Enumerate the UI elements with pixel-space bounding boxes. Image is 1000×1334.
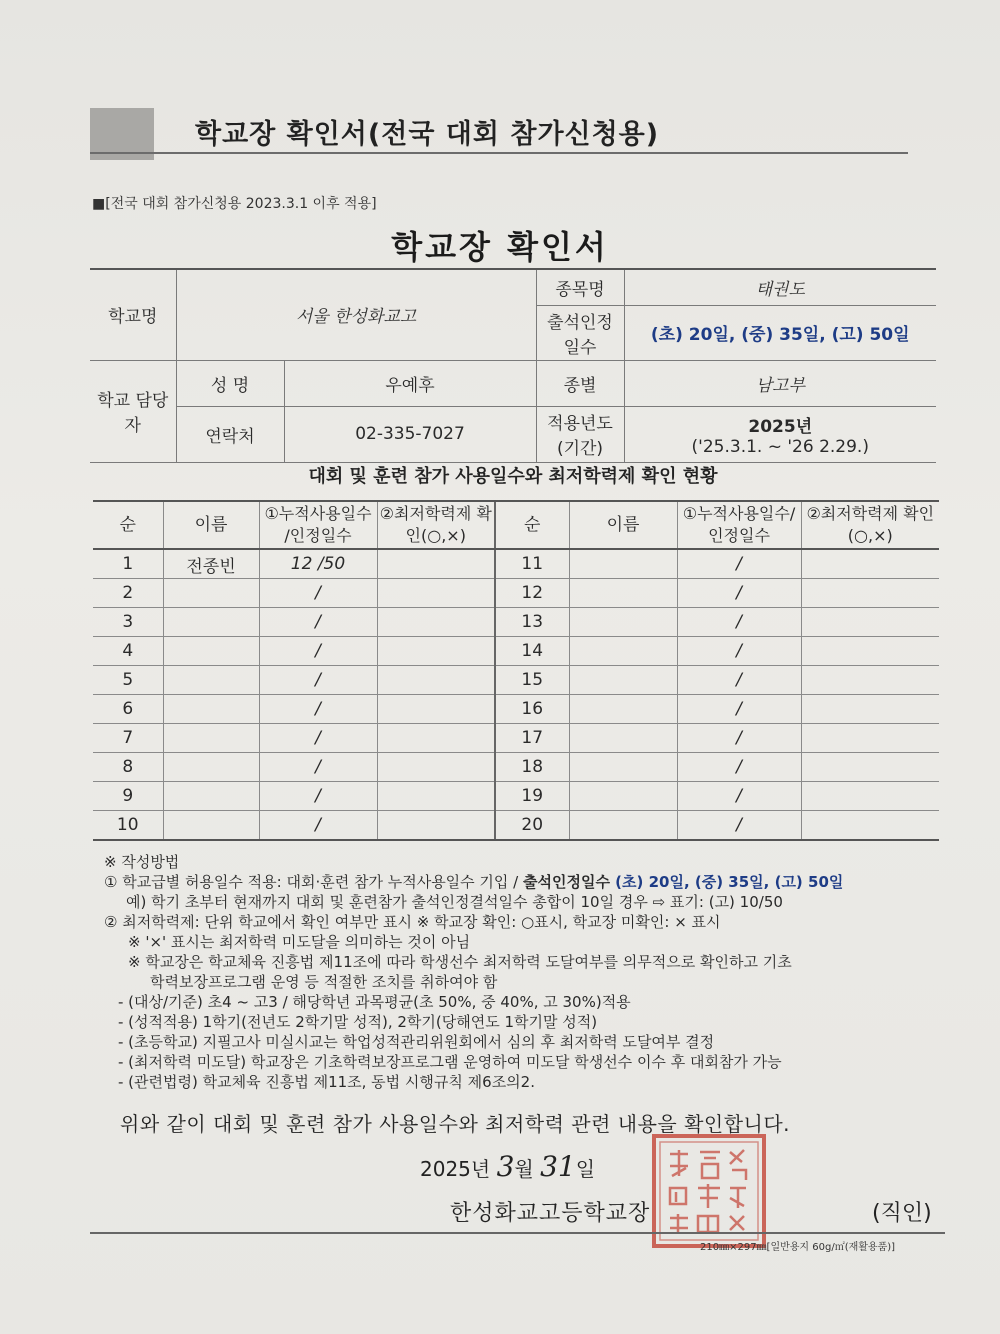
col-days: ①누적사용일수 /인정일수 bbox=[259, 501, 377, 549]
row-name bbox=[163, 782, 259, 811]
row-no-2: 11 bbox=[495, 549, 569, 579]
row-name: 전종빈 bbox=[163, 549, 259, 579]
col-no-2: 순 bbox=[495, 501, 569, 549]
table-row bbox=[93, 782, 939, 811]
signing-date bbox=[420, 1150, 595, 1183]
table-row bbox=[93, 549, 939, 579]
date-day: 31 bbox=[540, 1150, 576, 1183]
attendance-label: 출석인정 일수 bbox=[536, 305, 624, 360]
row-no-2: 20 bbox=[495, 811, 569, 841]
row-days-2: / bbox=[677, 695, 801, 724]
sport-label: 종목명 bbox=[536, 269, 624, 305]
row-name bbox=[163, 666, 259, 695]
row-days-2: / bbox=[677, 666, 801, 695]
row-name-2 bbox=[569, 753, 677, 782]
col-min-academic-2: ②최저학력제 확인(○,×) bbox=[801, 501, 939, 549]
row-no: 8 bbox=[93, 753, 163, 782]
row-no: 4 bbox=[93, 637, 163, 666]
row-no-2: 19 bbox=[495, 782, 569, 811]
col-days-2: ①누적사용일수/ 인정일수 bbox=[677, 501, 801, 549]
row-name-2 bbox=[569, 637, 677, 666]
table-header-row bbox=[93, 501, 939, 549]
row-no: 10 bbox=[93, 811, 163, 841]
header-divider bbox=[90, 152, 908, 154]
row-days-2: / bbox=[677, 579, 801, 608]
row-name bbox=[163, 579, 259, 608]
table-row bbox=[93, 811, 939, 841]
row-min-academic-2 bbox=[801, 666, 939, 695]
note-detail-5: - (관련법령) 학교체육 진흥법 제11조, 동법 시행규칙 제6조의2. bbox=[118, 1073, 535, 1091]
row-days-2: / bbox=[677, 637, 801, 666]
row-min-academic-2 bbox=[801, 724, 939, 753]
row-no: 9 bbox=[93, 782, 163, 811]
row-days-2: / bbox=[677, 811, 801, 841]
manager-label: 학교 담당자 bbox=[90, 360, 176, 462]
col-no: 순 bbox=[93, 501, 163, 549]
row-min-academic-2 bbox=[801, 782, 939, 811]
table-row bbox=[93, 666, 939, 695]
row-name-2 bbox=[569, 811, 677, 841]
table-row bbox=[93, 579, 939, 608]
row-min-academic-2 bbox=[801, 753, 939, 782]
row-no-2: 17 bbox=[495, 724, 569, 753]
form-title: 학교장 확인서 bbox=[391, 228, 609, 266]
row-no-2: 16 bbox=[495, 695, 569, 724]
row-min-academic-2 bbox=[801, 811, 939, 841]
footer-divider bbox=[90, 1232, 945, 1234]
row-name-2 bbox=[569, 724, 677, 753]
row-days: / bbox=[259, 724, 377, 753]
row-name bbox=[163, 753, 259, 782]
row-name-2 bbox=[569, 549, 677, 579]
row-days: / bbox=[259, 782, 377, 811]
note-1 bbox=[104, 872, 944, 892]
seal-label: (직인) bbox=[872, 1201, 932, 1226]
row-days: / bbox=[259, 666, 377, 695]
row-no-2: 13 bbox=[495, 608, 569, 637]
sport-value: 태권도 bbox=[624, 269, 936, 305]
row-min-academic bbox=[377, 811, 495, 841]
row-days-2: / bbox=[677, 549, 801, 579]
note-2: ② 최저학력제: 단위 학교에서 확인 여부만 표시 ※ 학교장 확인: ○표시, 학교장 미확인: × 표시 bbox=[104, 913, 721, 931]
row-days-2: / bbox=[677, 608, 801, 637]
signer-name: 한성화교고등학교장 bbox=[450, 1201, 651, 1226]
note-2-a: ※ '×' 표시는 최저학력 미도달을 의미하는 것이 아님 bbox=[128, 933, 471, 951]
date-day-unit: 일 bbox=[575, 1157, 596, 1181]
attendance-value: (초) 20일, (중) 35일, (고) 50일 bbox=[624, 305, 936, 360]
row-days: / bbox=[259, 695, 377, 724]
row-min-academic bbox=[377, 753, 495, 782]
row-min-academic-2 bbox=[801, 695, 939, 724]
school-info-table bbox=[90, 268, 936, 463]
row-no: 5 bbox=[93, 666, 163, 695]
row-name-2 bbox=[569, 782, 677, 811]
year-label: 적용년도 (기간) bbox=[536, 406, 624, 462]
row-days: / bbox=[259, 811, 377, 841]
note-detail-2: - (성적적용) 1학기(전년도 2학기말 성적), 2학기(당해연도 1학기말 성적) bbox=[118, 1013, 598, 1031]
row-no-2: 18 bbox=[495, 753, 569, 782]
row-no-2: 15 bbox=[495, 666, 569, 695]
row-name bbox=[163, 637, 259, 666]
row-days: / bbox=[259, 608, 377, 637]
row-min-academic bbox=[377, 579, 495, 608]
row-name-2 bbox=[569, 666, 677, 695]
row-min-academic-2 bbox=[801, 608, 939, 637]
table-row bbox=[93, 695, 939, 724]
row-no-2: 12 bbox=[495, 579, 569, 608]
row-name bbox=[163, 695, 259, 724]
row-no: 2 bbox=[93, 579, 163, 608]
row-min-academic bbox=[377, 724, 495, 753]
col-name-2: 이름 bbox=[569, 501, 677, 549]
row-days: / bbox=[259, 753, 377, 782]
category-value: 남고부 bbox=[624, 360, 936, 406]
row-no: 7 bbox=[93, 724, 163, 753]
row-min-academic-2 bbox=[801, 549, 939, 579]
manager-name-value: 우예후 bbox=[284, 360, 536, 406]
row-min-academic bbox=[377, 666, 495, 695]
row-name bbox=[163, 724, 259, 753]
date-year: 2025년 bbox=[420, 1157, 491, 1181]
manager-name-label: 성 명 bbox=[176, 360, 284, 406]
table-row bbox=[93, 753, 939, 782]
period-value: ('25.3.1. ~ '26 2.29.) bbox=[691, 436, 869, 457]
category-label: 종별 bbox=[536, 360, 624, 406]
col-min-academic: ②최저학력제 확인(○,×) bbox=[377, 501, 495, 549]
row-days-2: / bbox=[677, 753, 801, 782]
notes-heading: ※ 작성방법 bbox=[104, 853, 180, 871]
row-min-academic bbox=[377, 549, 495, 579]
row-name bbox=[163, 811, 259, 841]
row-min-academic-2 bbox=[801, 579, 939, 608]
note-detail-4: - (최저학력 미도달) 학교장은 기초학력보장프로그램 운영하여 미도달 학생선수 이수 후 대회참가 가능 bbox=[118, 1053, 782, 1071]
form-version-note: ■[전국 대회 참가신청용 2023.3.1 이후 적용] bbox=[92, 196, 377, 212]
row-days: / bbox=[259, 637, 377, 666]
school-name-value: 서울 한성화교고 bbox=[176, 269, 536, 360]
confirmation-statement: 위와 같이 대회 및 훈련 참가 사용일수와 최저학력 관련 내용을 확인합니다. bbox=[120, 1112, 791, 1136]
note-detail-3: - (초등학교) 지필고사 미실시교는 학업성적관리위원회에서 심의 후 최저학력 도달여부 결정 bbox=[118, 1033, 715, 1051]
row-min-academic-2 bbox=[801, 637, 939, 666]
document-header-title: 학교장 확인서(전국 대회 참가신청용) bbox=[195, 119, 660, 150]
note-1-bold: 출석인정일수 bbox=[523, 873, 610, 891]
note-2-c: 학력보장프로그램 운영 등 적절한 조치를 취하여야 함 bbox=[150, 973, 498, 991]
contact-label: 연락처 bbox=[176, 406, 284, 462]
row-no: 3 bbox=[93, 608, 163, 637]
writing-instructions bbox=[104, 852, 944, 1092]
note-1-example: 예) 학기 초부터 현재까지 대회 및 훈련참가 출석인정결석일수 총합이 10일 경우 ⇨ 표기: (고) 10/50 bbox=[126, 893, 783, 911]
table-row bbox=[93, 637, 939, 666]
note-2-b: ※ 학교장은 학교체육 진흥법 제11조에 따라 학생선수 최저학력 도달여부를 의무적으로 확인하고 기초 bbox=[128, 953, 792, 971]
row-name-2 bbox=[569, 695, 677, 724]
usage-status-title: 대회 및 훈련 참가 사용일수와 최저학력제 확인 현황 bbox=[308, 466, 718, 487]
usage-status-table bbox=[93, 500, 939, 841]
table-row bbox=[93, 724, 939, 753]
row-days: / bbox=[259, 579, 377, 608]
paper-spec: 210㎜×297㎜[일반용지 60g/㎡(재활용품)] bbox=[700, 1242, 896, 1253]
year-cell bbox=[624, 406, 936, 462]
date-month-unit: 월 bbox=[514, 1157, 534, 1181]
row-min-academic bbox=[377, 608, 495, 637]
row-days: 12 /50 bbox=[259, 549, 377, 579]
note-1-text: ① 학교급별 허용일수 적용: 대회·훈련 참가 누적사용일수 기입 / bbox=[104, 873, 523, 891]
note-1-blue: (초) 20일, (중) 35일, (고) 50일 bbox=[609, 873, 844, 891]
row-min-academic bbox=[377, 637, 495, 666]
school-name-label: 학교명 bbox=[90, 269, 176, 360]
contact-value: 02-335-7027 bbox=[284, 406, 536, 462]
row-name-2 bbox=[569, 579, 677, 608]
row-min-academic bbox=[377, 782, 495, 811]
table-row bbox=[93, 608, 939, 637]
row-min-academic bbox=[377, 695, 495, 724]
date-month: 3 bbox=[496, 1150, 515, 1183]
row-name-2 bbox=[569, 608, 677, 637]
note-detail-1: - (대상/기준) 초4 ~ 고3 / 해당학년 과목평균(초 50%, 중 40%, 고 30%)적용 bbox=[118, 993, 631, 1011]
col-name: 이름 bbox=[163, 501, 259, 549]
row-name bbox=[163, 608, 259, 637]
row-days-2: / bbox=[677, 724, 801, 753]
row-no: 1 bbox=[93, 549, 163, 579]
row-days-2: / bbox=[677, 782, 801, 811]
row-no: 6 bbox=[93, 695, 163, 724]
row-no-2: 14 bbox=[495, 637, 569, 666]
year-value: 2025년 bbox=[748, 416, 813, 437]
